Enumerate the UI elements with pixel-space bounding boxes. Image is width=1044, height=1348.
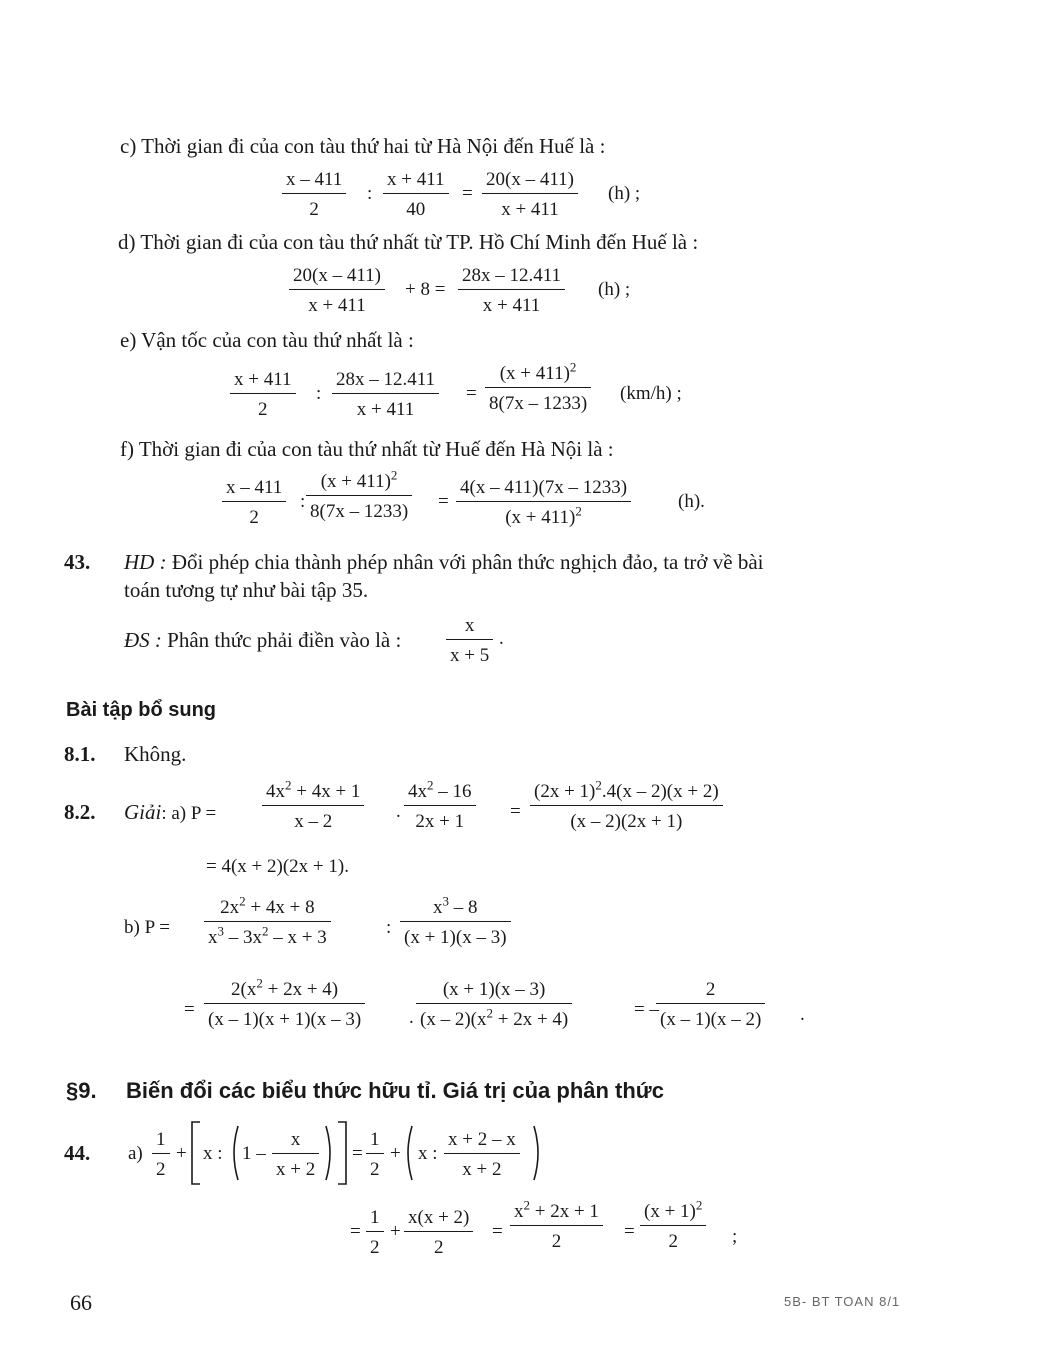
period: . (499, 628, 504, 649)
operator: : (386, 917, 392, 938)
operator: . (409, 1007, 414, 1028)
fraction: $x^2 + 2x + 1$ 2 (510, 1202, 603, 1251)
right-square-bracket (336, 1120, 350, 1186)
hint-line: HD : Đổi phép chia thành phép nhân với phân thức nghịch đảo, ta trở về bài (124, 550, 764, 574)
fraction: $x^3 - 8$ (x + 1)(x – 3) (400, 898, 511, 947)
exercise-8-1-label: 8.1. (64, 742, 96, 766)
fraction: $2x^2 + 4x + 8$ $x^3 - 3x^2 - x + 3$ (204, 898, 331, 947)
solution-lead: Giải: a) P = (124, 800, 217, 824)
right-paren (324, 1124, 336, 1182)
operator: = (438, 491, 449, 512)
expression: x : (418, 1143, 438, 1164)
semicolon: ; (732, 1226, 738, 1247)
exercise-8-1-text: Không. (124, 742, 187, 766)
left-paren (228, 1124, 240, 1182)
operator: : (300, 491, 306, 512)
operator: . (396, 801, 401, 822)
footer-code: 5B- BT TOAN 8/1 (784, 1294, 901, 1309)
left-square-bracket (188, 1120, 202, 1186)
operator: = (350, 1221, 361, 1242)
operator: + (390, 1143, 401, 1164)
unit: (h) ; (598, 279, 631, 300)
expression: x : (203, 1143, 223, 1164)
part-b-lead: b) P = (124, 917, 170, 938)
expression: 1 – (242, 1143, 266, 1164)
fraction: 20(x – 411) x + 411 (289, 266, 385, 315)
part-d-text: d) Thời gian đi của con tàu thứ nhất từ TP. Hồ Chí Minh đến Huế là : (118, 230, 699, 254)
exercise-43-label: 43. (64, 550, 91, 574)
part-e-text: e) Vận tốc của con tàu thứ nhất là : (120, 328, 414, 352)
fraction: $2(x^2 + 2x + 4)$ (x – 1)(x + 1)(x – 3) (204, 980, 365, 1029)
unit: (h). (678, 491, 705, 512)
operator: = (510, 801, 521, 822)
operator: : (367, 183, 373, 204)
operator: = (352, 1143, 363, 1164)
operator: = – (634, 999, 659, 1020)
exercise-44-label: 44. (64, 1141, 91, 1165)
supplement-heading: Bài tập bổ sung (66, 699, 216, 721)
operator: = (184, 999, 195, 1020)
exercise-8-2-label: 8.2. (64, 800, 96, 824)
unit: (km/h) ; (620, 383, 682, 404)
fraction: $4x^2 + 4x + 1$ x – 2 (262, 782, 364, 831)
part-a-label: a) (128, 1143, 143, 1164)
fraction: 4(x – 411)(7x – 1233) $(x + 411)^2$ (456, 478, 631, 527)
fraction: $(x + 411)^2$ 8(7x – 1233) (306, 472, 412, 521)
fraction: x + 411 2 (230, 370, 296, 419)
left-paren (402, 1124, 414, 1182)
hint-line-2: toán tương tự như bài tập 35. (124, 578, 369, 602)
fraction: x(x + 2) 2 (404, 1208, 473, 1257)
fraction: $4x^2 - 16$ 2x + 1 (404, 782, 476, 831)
section-label: §9. (66, 1078, 97, 1103)
operator: = (462, 183, 473, 204)
unit: (h) ; (608, 183, 641, 204)
answer-fraction: x x + 5 (446, 616, 493, 665)
operator: = (492, 1221, 503, 1242)
section-title: Biến đổi các biểu thức hữu tỉ. Giá trị của phân thức (126, 1078, 664, 1103)
part-f-text: f) Thời gian đi của con tàu thứ nhất từ Huế đến Hà Nội là : (120, 437, 614, 461)
fraction: 28x – 12.411 x + 411 (458, 266, 565, 315)
result-a: = 4(x + 2)(2x + 1). (206, 856, 349, 877)
fraction: $(x + 1)^2$ 2 (640, 1202, 706, 1251)
operator: + (176, 1143, 187, 1164)
right-paren (532, 1124, 544, 1182)
answer-line: ĐS : Phân thức phải điền vào là : (124, 628, 402, 652)
operator: + 8 = (405, 279, 446, 300)
page-number: 66 (70, 1290, 92, 1315)
operator: + (390, 1221, 401, 1242)
fraction: $(2x + 1)^2.4(x - 2)(x + 2)$ (x – 2)(2x + 1) (530, 782, 723, 831)
fraction: $(x + 411)^2$ 8(7x – 1233) (485, 364, 591, 413)
fraction: x x + 2 (272, 1130, 319, 1179)
fraction: x – 411 2 (222, 478, 286, 527)
fraction: (x + 1)(x – 3) $(x - 2)(x^2 + 2x + 4)$ (416, 980, 572, 1029)
period: . (800, 1004, 805, 1025)
fraction: 28x – 12.411 x + 411 (332, 370, 439, 419)
fraction: 20(x – 411) x + 411 (482, 170, 578, 219)
operator: = (466, 383, 477, 404)
operator: = (624, 1221, 635, 1242)
fraction: 1 2 (366, 1208, 384, 1257)
fraction: 1 2 (366, 1130, 384, 1179)
operator: : (316, 383, 322, 404)
fraction: x + 411 40 (383, 170, 449, 219)
fraction: x + 2 – x x + 2 (444, 1130, 520, 1179)
fraction: 2 (x – 1)(x – 2) (656, 980, 765, 1029)
part-c-text: c) Thời gian đi của con tàu thứ hai từ Hà Nội đến Huế là : (120, 134, 606, 158)
fraction: x – 411 2 (282, 170, 346, 219)
fraction: 1 2 (152, 1130, 170, 1179)
